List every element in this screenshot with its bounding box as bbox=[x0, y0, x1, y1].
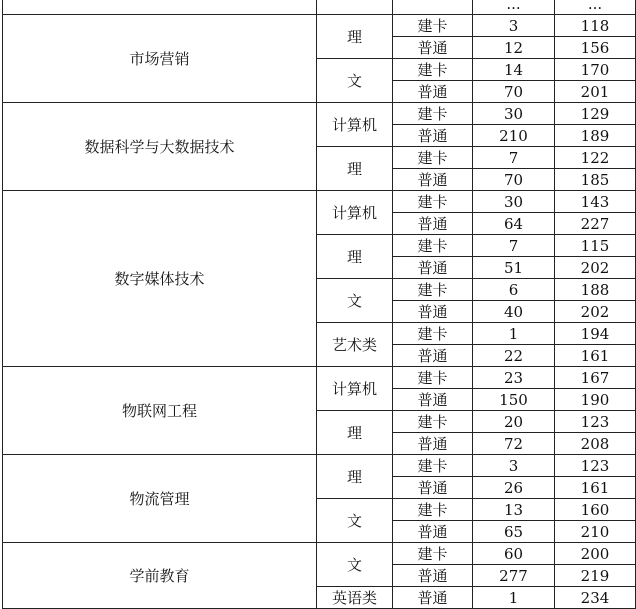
admission-type-cell: 建卡 bbox=[393, 455, 473, 477]
subject-category-cell: 理 bbox=[317, 235, 393, 279]
admission-type-cell: 建卡 bbox=[393, 15, 473, 37]
subject-category-cell: 文 bbox=[317, 59, 393, 103]
admission-type-cell: 普通 bbox=[393, 389, 473, 411]
plan-count-cell: 3 bbox=[473, 15, 555, 37]
table-row bbox=[3, 367, 636, 389]
min-score-cell: 167 bbox=[555, 367, 636, 389]
plan-count-cell: 1 bbox=[473, 587, 555, 609]
plan-count-cell: 3 bbox=[473, 455, 555, 477]
plan-count-cell: 20 bbox=[473, 411, 555, 433]
table-row bbox=[3, 543, 636, 565]
table-row bbox=[3, 15, 636, 37]
min-score-cell: 210 bbox=[555, 521, 636, 543]
plan-count-cell: 7 bbox=[473, 147, 555, 169]
admission-type-cell: 建卡 bbox=[393, 235, 473, 257]
min-score-cell: 143 bbox=[555, 191, 636, 213]
min-score-cell: 123 bbox=[555, 455, 636, 477]
subject-category-cell: 文 bbox=[317, 543, 393, 587]
min-score-cell: 170 bbox=[555, 59, 636, 81]
subject-category-cell: 文 bbox=[317, 279, 393, 323]
admission-score-table bbox=[2, 0, 636, 609]
min-score-cell: 188 bbox=[555, 279, 636, 301]
admission-type-cell: 建卡 bbox=[393, 103, 473, 125]
plan-count-cell: 60 bbox=[473, 543, 555, 565]
plan-count-cell: 13 bbox=[473, 499, 555, 521]
min-score-cell: 122 bbox=[555, 147, 636, 169]
major-name-cell: 数字媒体技术 bbox=[3, 191, 317, 367]
admission-type-cell: 建卡 bbox=[393, 323, 473, 345]
admission-type-cell: 建卡 bbox=[393, 499, 473, 521]
min-score-cell: 161 bbox=[555, 345, 636, 367]
min-score-cell: 208 bbox=[555, 433, 636, 455]
plan-count-cell: 277 bbox=[473, 565, 555, 587]
subject-category-cell: 计算机 bbox=[317, 367, 393, 411]
subject-category-cell: 理 bbox=[317, 147, 393, 191]
subject-category-cell: 文 bbox=[317, 499, 393, 543]
min-score-cell: 202 bbox=[555, 301, 636, 323]
plan-count-cell: 14 bbox=[473, 59, 555, 81]
admission-type-cell: 建卡 bbox=[393, 543, 473, 565]
min-score-cell: 201 bbox=[555, 81, 636, 103]
admission-type-cell: 建卡 bbox=[393, 367, 473, 389]
plan-count-cell: 12 bbox=[473, 37, 555, 59]
plan-count-cell: 30 bbox=[473, 191, 555, 213]
plan-count-cell: 70 bbox=[473, 81, 555, 103]
admission-type-cell: 建卡 bbox=[393, 59, 473, 81]
admission-type-cell: 普通 bbox=[393, 521, 473, 543]
major-name-cell: 物联网工程 bbox=[3, 367, 317, 455]
table-body bbox=[3, 0, 636, 609]
min-score-cell: 202 bbox=[555, 257, 636, 279]
admission-type-cell: 普通 bbox=[393, 345, 473, 367]
min-score-cell: 185 bbox=[555, 169, 636, 191]
admission-type-cell: 建卡 bbox=[393, 279, 473, 301]
subject-category-cell: 计算机 bbox=[317, 191, 393, 235]
major-cell-partial bbox=[3, 0, 317, 15]
table-row bbox=[3, 103, 636, 125]
subject-category-cell: 艺术类 bbox=[317, 323, 393, 367]
plan-count-cell: 51 bbox=[473, 257, 555, 279]
min-score-cell: 129 bbox=[555, 103, 636, 125]
subject-category-cell: 理 bbox=[317, 411, 393, 455]
min-score-cell: 118 bbox=[555, 15, 636, 37]
plan-count-cell: 40 bbox=[473, 301, 555, 323]
major-name-cell: 物流管理 bbox=[3, 455, 317, 543]
min-score-cell: 190 bbox=[555, 389, 636, 411]
plan-count-cell: 70 bbox=[473, 169, 555, 191]
admission-type-cell: 建卡 bbox=[393, 147, 473, 169]
table-row-partial bbox=[3, 0, 636, 15]
min-score-cell: 219 bbox=[555, 565, 636, 587]
min-score-cell: 189 bbox=[555, 125, 636, 147]
plan-count-cell: 72 bbox=[473, 433, 555, 455]
min-score-cell: 123 bbox=[555, 411, 636, 433]
type-cell-partial bbox=[393, 0, 473, 15]
admission-type-cell: 普通 bbox=[393, 565, 473, 587]
subject-category-cell: 理 bbox=[317, 455, 393, 499]
min-score-cell: 194 bbox=[555, 323, 636, 345]
plan-count-cell: 210 bbox=[473, 125, 555, 147]
admission-type-cell: 普通 bbox=[393, 433, 473, 455]
admission-type-cell: 普通 bbox=[393, 213, 473, 235]
min-score-cell: 161 bbox=[555, 477, 636, 499]
major-name-cell: 学前教育 bbox=[3, 543, 317, 609]
score-cell-partial: ... bbox=[555, 0, 636, 15]
admission-type-cell: 普通 bbox=[393, 477, 473, 499]
plan-count-cell: 6 bbox=[473, 279, 555, 301]
major-name-cell: 数据科学与大数据技术 bbox=[3, 103, 317, 191]
admission-type-cell: 普通 bbox=[393, 301, 473, 323]
table-row bbox=[3, 191, 636, 213]
subject-cell-partial bbox=[317, 0, 393, 15]
major-name-cell: 市场营销 bbox=[3, 15, 317, 103]
admission-type-cell: 建卡 bbox=[393, 191, 473, 213]
min-score-cell: 234 bbox=[555, 587, 636, 609]
plan-count-cell: 65 bbox=[473, 521, 555, 543]
table-row bbox=[3, 455, 636, 477]
admission-type-cell: 普通 bbox=[393, 257, 473, 279]
admission-type-cell: 普通 bbox=[393, 125, 473, 147]
min-score-cell: 156 bbox=[555, 37, 636, 59]
plan-cell-partial: ... bbox=[473, 0, 555, 15]
plan-count-cell: 22 bbox=[473, 345, 555, 367]
subject-category-cell: 理 bbox=[317, 15, 393, 59]
subject-category-cell: 英语类 bbox=[317, 587, 393, 609]
admission-type-cell: 建卡 bbox=[393, 411, 473, 433]
min-score-cell: 115 bbox=[555, 235, 636, 257]
admission-type-cell: 普通 bbox=[393, 81, 473, 103]
plan-count-cell: 150 bbox=[473, 389, 555, 411]
plan-count-cell: 1 bbox=[473, 323, 555, 345]
plan-count-cell: 64 bbox=[473, 213, 555, 235]
plan-count-cell: 23 bbox=[473, 367, 555, 389]
plan-count-cell: 26 bbox=[473, 477, 555, 499]
plan-count-cell: 30 bbox=[473, 103, 555, 125]
min-score-cell: 160 bbox=[555, 499, 636, 521]
subject-category-cell: 计算机 bbox=[317, 103, 393, 147]
min-score-cell: 227 bbox=[555, 213, 636, 235]
admission-type-cell: 普通 bbox=[393, 587, 473, 609]
admission-type-cell: 普通 bbox=[393, 37, 473, 59]
admission-type-cell: 普通 bbox=[393, 169, 473, 191]
min-score-cell: 200 bbox=[555, 543, 636, 565]
plan-count-cell: 7 bbox=[473, 235, 555, 257]
